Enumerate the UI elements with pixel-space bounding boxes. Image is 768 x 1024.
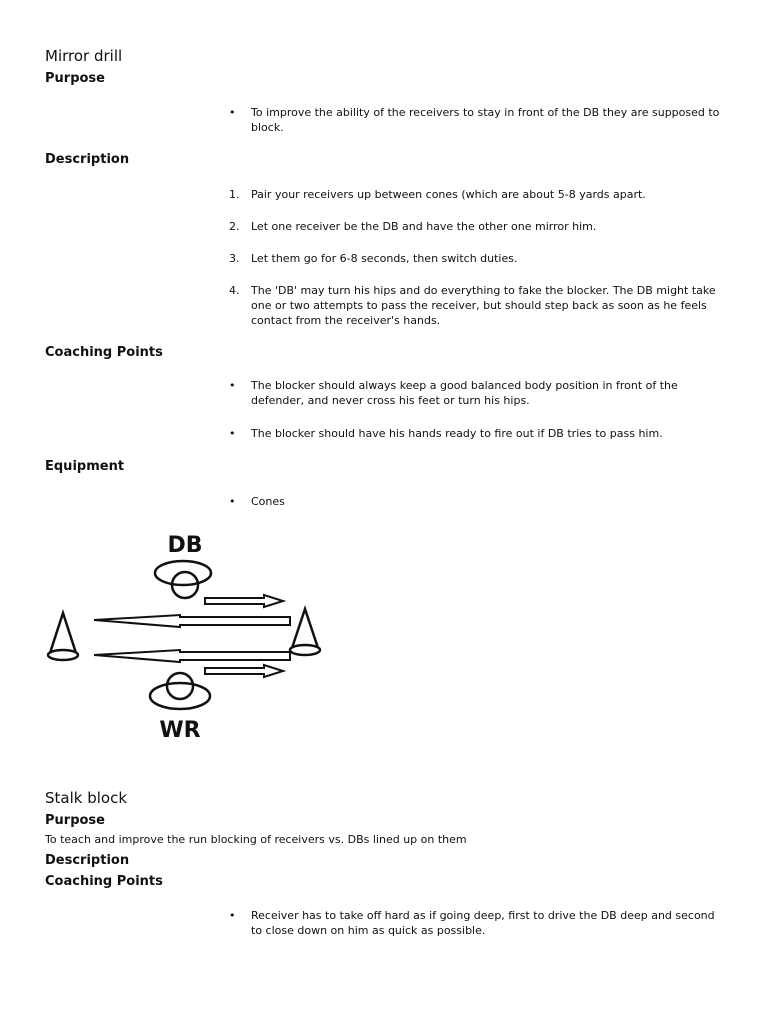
step-number: 2. [229, 220, 240, 233]
bullet-marker: • [229, 495, 236, 508]
description-heading: Description [45, 853, 130, 868]
step-text: The 'DB' may turn his hips and do everything to fake the blocker. The DB might take one or two attempts to pass the receiver, but should step back as soon as he feels contact from the receiver's hands. [251, 284, 716, 327]
section-title-mirror-drill: Mirror drill [45, 47, 123, 65]
coaching-point-text: Receiver has to take off hard as if going deep, first to drive the DB deep and second to close down on him as quick as possible. [251, 909, 715, 937]
bullet-marker: • [229, 106, 236, 119]
purpose-heading: Purpose [45, 71, 105, 86]
bullet-marker: • [229, 909, 236, 922]
purpose-text: To teach and improve the run blocking of receivers vs. DBs lined up on them [45, 833, 467, 846]
step-text: Let them go for 6-8 seconds, then switch duties. [251, 252, 518, 265]
coaching-point-text: The blocker should always keep a good balanced body position in front of the defender, and never cross his feet or turn his hips. [251, 379, 678, 407]
coaching-points-heading: Coaching Points [45, 874, 163, 889]
step-text: Let one receiver be the DB and have the other one mirror him. [251, 220, 597, 233]
cone-icon [48, 613, 78, 660]
arrow-right-icon [205, 665, 283, 677]
coaching-point-text: The blocker should have his hands ready to fire out if DB tries to pass him. [251, 427, 663, 440]
step-number: 4. [229, 284, 240, 297]
arrow-left-icon [94, 650, 290, 662]
bullet-marker: • [229, 427, 236, 440]
wr-player-icon [150, 673, 210, 709]
db-player-icon [155, 561, 211, 598]
coaching-points-heading: Coaching Points [45, 345, 163, 360]
bullet-marker: • [229, 379, 236, 392]
step-number: 3. [229, 252, 240, 265]
mirror-drill-diagram [40, 525, 340, 745]
cone-icon [290, 609, 320, 655]
arrow-left-icon [94, 615, 290, 627]
section-title-stalk-block: Stalk block [45, 789, 128, 807]
purpose-heading: Purpose [45, 813, 105, 828]
equipment-text: Cones [251, 495, 285, 508]
arrow-right-icon [205, 595, 283, 607]
purpose-bullet-text: To improve the ability of the receivers to stay in front of the DB they are supposed to block. [251, 106, 720, 134]
step-text: Pair your receivers up between cones (which are about 5-8 yards apart. [251, 188, 646, 201]
equipment-heading: Equipment [45, 459, 125, 474]
step-number: 1. [229, 188, 240, 201]
description-heading: Description [45, 152, 130, 167]
wr-label: WR [159, 718, 201, 743]
db-label: DB [167, 533, 203, 558]
